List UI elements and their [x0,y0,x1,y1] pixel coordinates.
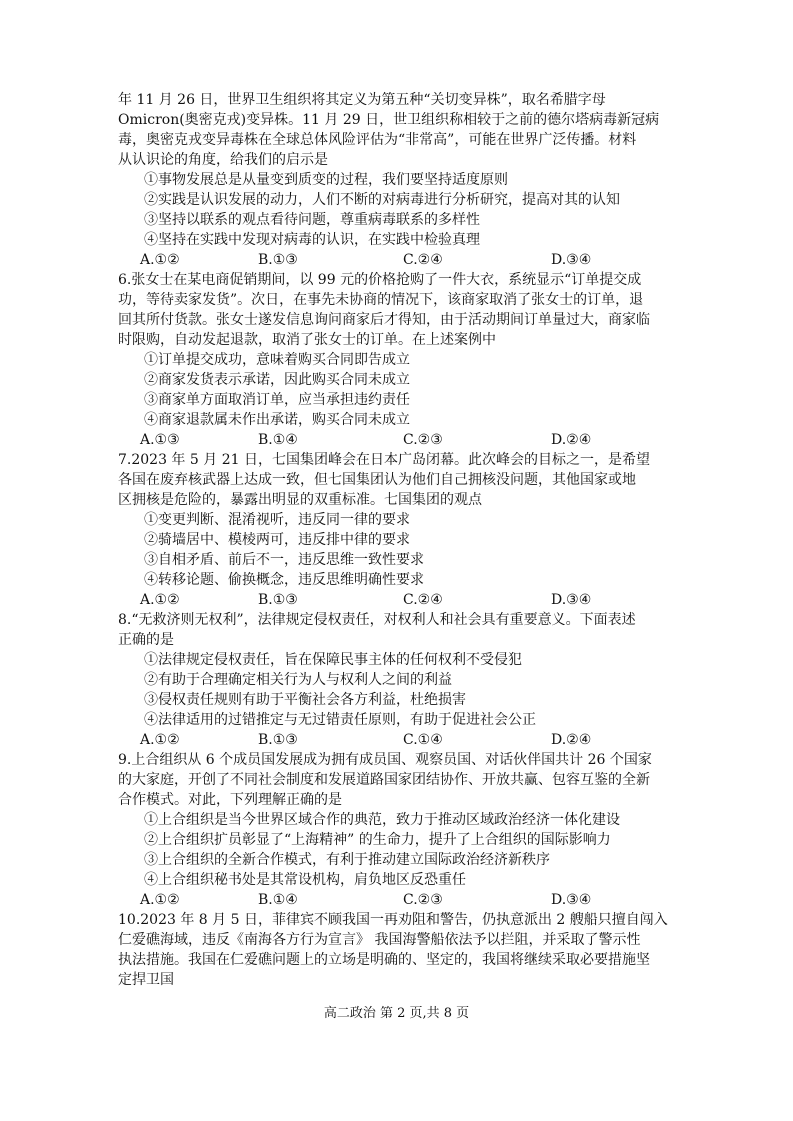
stem-line: 毒，奥密克戎变异毒株在全球总体风险评估为“非常高”，可能在世界广泛传播。材料 [118,132,637,148]
option-c: C.②③ [403,432,443,448]
stem-line: 7.2023 年 5 月 21 日，七国集团峰会在日本广岛闭幕。此次峰会的目标之一，是希望 [118,452,650,468]
statement-item: ②上合组织扩员彰显了“上海精神” 的生命力，提升了上合组织的国际影响力 [144,832,611,848]
statement-item: ①变更判断、混淆视听，违反同一律的要求 [144,512,410,528]
question-9 [118,750,678,910]
option-d: D.③④ [551,892,592,908]
question-5-continued [118,90,678,270]
statement-item: ①上合组织是当今世界区域合作的典范，致力于推动区域政治经济一体化建设 [144,812,620,828]
stem-line: 年 11 月 26 日，世界卫生组织将其定义为第五种“关切变异株”，取名希腊字母 [118,92,606,108]
option-a: A.①③ [140,432,180,448]
option-b: B.①③ [258,732,298,748]
question-8 [118,610,678,750]
statement-item: ②有助于合理确定相关行为人与权利人之间的利益 [144,672,452,688]
option-c: C.①④ [403,732,443,748]
answer-options [118,590,678,610]
option-c: C.②④ [403,592,443,608]
option-a: A.①② [140,592,180,608]
option-b: B.①③ [258,252,298,268]
statement-item: ①事物发展总是从量变到质变的过程，我们要坚持适度原则 [144,172,508,188]
option-d: D.③④ [551,592,592,608]
statement-item: ④法律适用的过错推定与无过错责任原则，有助于促进社会公正 [144,712,536,728]
stem-line: 仁爱礁海域，违反《南海各方行为宣言》 我国海警船依法予以拦阻，并采取了警示性 [118,932,641,948]
statement-item: ④转移论题、偷换概念，违反思维明确性要求 [144,572,424,588]
statement-item: ④上合组织秘书处是其常设机构，肩负地区反恐重任 [144,872,466,888]
option-a: A.①② [140,732,180,748]
stem-line: 区拥核是危险的，暴露出明显的双重标准。七国集团的观点 [118,492,482,508]
option-c: C.②③ [403,892,443,908]
answer-options [118,430,678,450]
stem-line: 合作模式。对此，下列理解正确的是 [118,792,342,808]
stem-line: 执法措施。我国在仁爱礁问题上的立场是明确的、坚定的，我国将继续采取必要措施坚 [118,952,650,968]
answer-options [118,730,678,750]
statement-item: ①法律规定侵权责任，旨在保障民事主体的任何权利不受侵犯 [144,652,522,668]
statement-item: ②骑墙居中、模棱两可，违反排中律的要求 [144,532,410,548]
stem-line: 各国在废弃核武器上达成一致，但七国集团认为他们自己拥核没问题，其他国家或地 [118,472,636,488]
stem-line: 功，等待卖家发货”。次日，在事先未协商的情况下，该商家取消了张女士的订单，退 [118,292,644,308]
question-7 [118,450,678,610]
stem-line: Omicron(奥密克戎)变异株。11 月 29 日，世卫组织称相较于之前的德尔塔病毒新冠病 [118,112,660,128]
option-d: D.②④ [551,732,592,748]
statement-item: ④商家退款属未作出承诺，购买合同未成立 [144,412,410,428]
stem-line: 9.上合组织从 6 个成员国发展成为拥有成员国、观察员国、对话伙伴国共计 26 个国家 [118,752,652,768]
statement-item: ④坚持在实践中发现对病毒的认识，在实践中检验真理 [144,232,480,248]
option-d: D.②④ [551,432,592,448]
page-footer: 高二政治 第 2 页,共 8 页 [323,1006,470,1021]
stem-line: 8.“无救济则无权利”，法律规定侵权责任，对权利人和社会具有重要意义。下面表述 [118,612,636,628]
stem-line: 6.张女士在某电商促销期间，以 99 元的价格抢购了一件大衣，系统显示“订单提交成 [118,272,642,288]
statement-item: ③自相矛盾、前后不一，违反思维一致性要求 [144,552,424,568]
page-content [118,90,678,990]
stem-line: 从认识论的角度，给我们的启示是 [118,152,328,168]
statement-item: ③上合组织的全新合作模式，有利于推动建立国际政治经济新秩序 [144,852,550,868]
option-c: C.②④ [403,252,443,268]
statement-item: ①订单提交成功，意味着购买合同即告成立 [144,352,410,368]
statement-item: ③侵权责任规则有助于平衡社会各方利益，杜绝损害 [144,692,466,708]
statement-item: ③商家单方面取消订单，应当承担违约责任 [144,392,410,408]
option-b: B.①④ [258,892,298,908]
stem-line: 回其所付货款。张女士遂发信息询问商家后才得知，由于活动期间订单量过大，商家临 [118,312,650,328]
option-b: B.①③ [258,592,298,608]
answer-options [118,890,678,910]
statement-item: ③坚持以联系的观点看待问题，尊重病毒联系的多样性 [144,212,480,228]
stem-line: 正确的是 [118,632,174,648]
stem-line: 定捍卫国 [118,972,174,988]
statement-item: ②实践是认识发展的动力，人们不断的对病毒进行分析研究，提高对其的认知 [144,192,620,208]
statement-item: ②商家发货表示承诺，因此购买合同未成立 [144,372,410,388]
option-b: B.①④ [258,432,298,448]
option-d: D.③④ [551,252,592,268]
answer-options [118,250,678,270]
option-a: A.①② [140,892,180,908]
stem-line: 时限购，自动发起退款，取消了张女士的订单。在上述案例中 [118,332,496,348]
question-6 [118,270,678,450]
option-a: A.①② [140,252,180,268]
stem-line: 10.2023 年 8 月 5 日，菲律宾不顾我国一再劝阻和警告，仍执意派出 2 艘船只擅自闯入 [118,912,668,928]
stem-line: 的大家庭，开创了不同社会制度和发展道路国家团结协作、开放共赢、包容互鉴的全新 [118,772,650,788]
question-10 [118,910,678,990]
